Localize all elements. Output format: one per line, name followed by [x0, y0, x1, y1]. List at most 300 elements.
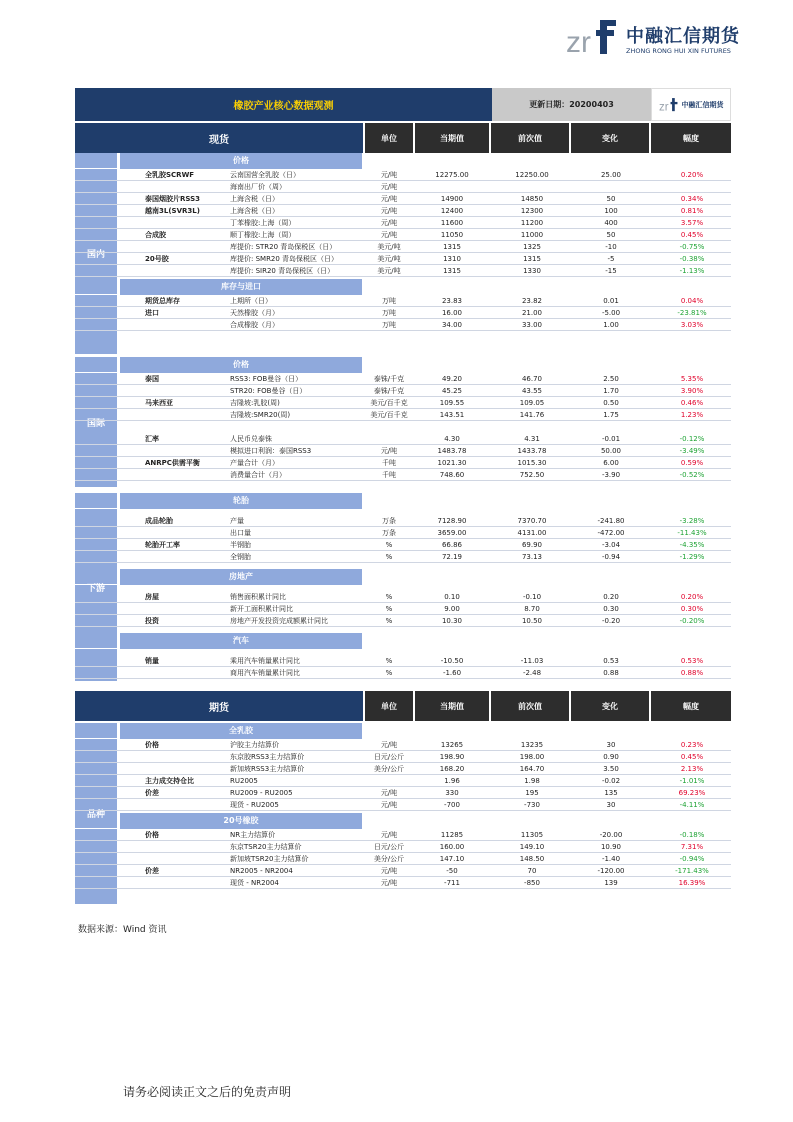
row-previous: 13235	[520, 741, 544, 749]
row-indicator: 吉隆坡:SMR20(周)	[230, 411, 291, 419]
fcol-change: 变化	[571, 691, 649, 721]
row-group: 泰国烟胶片RSS3	[145, 195, 201, 203]
row-group: 投资	[145, 617, 159, 625]
table-row	[75, 515, 731, 527]
futures-section	[75, 723, 731, 889]
table-row	[75, 775, 731, 787]
table-row	[75, 829, 731, 841]
row-indicator: 云南国营全乳胶（日）	[230, 171, 300, 179]
row-indicator: RU2005	[230, 777, 258, 785]
row-current: 330	[445, 789, 459, 797]
row-pct: 1.23%	[680, 411, 704, 419]
row-group: ANRPC供需平衡	[145, 459, 200, 467]
row-group: 销量	[145, 657, 159, 665]
table-row	[75, 205, 731, 217]
row-unit: %	[385, 669, 393, 677]
row-previous: 164.70	[519, 765, 545, 773]
row-pct: -0.12%	[679, 435, 705, 443]
row-group: 汇率	[145, 435, 159, 443]
table-row	[75, 469, 731, 481]
row-pct: -0.52%	[679, 471, 705, 479]
row-current: 748.60	[439, 471, 465, 479]
col-pct: 幅度	[651, 123, 731, 153]
row-unit: 元/吨	[380, 741, 398, 749]
row-unit: 美元/吨	[377, 243, 401, 251]
table-row	[75, 433, 731, 445]
section-whole-latex: 全乳胶	[75, 723, 731, 739]
table-row	[75, 229, 731, 241]
row-current: -700	[444, 801, 460, 809]
row-indicator: 半钢胎	[230, 541, 251, 549]
row-previous: 195	[525, 789, 539, 797]
row-pct: -11.43%	[677, 529, 707, 537]
row-pct: -0.38%	[679, 255, 705, 263]
col-previous: 前次值	[491, 123, 569, 153]
row-previous: 4131.00	[517, 529, 547, 537]
row-change: 25.00	[600, 171, 622, 179]
row-pct: -1.29%	[679, 553, 705, 561]
row-current: 14900	[440, 195, 464, 203]
table-row	[75, 799, 731, 811]
row-pct: 0.04%	[680, 297, 704, 305]
row-group: 泰国	[145, 375, 159, 383]
intl-section	[75, 357, 731, 481]
row-indicator: 东京TSR20主力结算价	[230, 843, 302, 851]
table-row	[75, 739, 731, 751]
section-intl-price: 价格	[75, 357, 731, 373]
table-row	[75, 841, 731, 853]
row-indicator: RU2009 - RU2005	[230, 789, 293, 797]
row-unit: %	[385, 657, 393, 665]
title-bar	[75, 88, 731, 121]
row-change: 0.90	[603, 753, 619, 761]
row-pct: 0.81%	[680, 207, 704, 215]
row-indicator: 东京胶RSS3主力结算价	[230, 753, 305, 761]
row-change: -0.20	[601, 617, 621, 625]
row-previous: 14850	[520, 195, 544, 203]
row-group: 合成胶	[145, 231, 166, 239]
row-previous: 141.76	[519, 411, 545, 419]
row-indicator: 出口量	[230, 529, 251, 537]
row-unit: 元/吨	[380, 867, 398, 875]
row-current: 11285	[440, 831, 464, 839]
row-current: 45.25	[441, 387, 463, 395]
row-current: 143.51	[439, 411, 465, 419]
row-previous: 109.05	[519, 399, 545, 407]
table-row	[75, 445, 731, 457]
table-row	[75, 751, 731, 763]
row-change: 3.50	[603, 765, 619, 773]
row-change: 10.90	[600, 843, 622, 851]
row-unit: 元/吨	[380, 789, 398, 797]
side-domestic: 国内	[75, 153, 117, 354]
row-indicator: 现货 - NR2004	[230, 879, 279, 887]
row-pct: -1.01%	[679, 777, 705, 785]
row-change: 100	[604, 207, 618, 215]
row-current: 9.00	[444, 605, 460, 613]
row-indicator: RSS3: FOB曼谷（日）	[230, 375, 303, 383]
row-change: -20.00	[599, 831, 623, 839]
row-change: -0.94	[601, 553, 621, 561]
row-pct: 0.20%	[680, 593, 704, 601]
row-group: 价差	[145, 789, 159, 797]
row-change: -0.01	[601, 435, 621, 443]
row-indicator: 新加坡RSS3主力结算价	[230, 765, 305, 773]
row-pct: 3.03%	[680, 321, 704, 329]
row-previous: 43.55	[521, 387, 543, 395]
row-unit: 元/吨	[380, 831, 398, 839]
table-row	[75, 527, 731, 539]
row-indicator: 天然橡胶（月）	[230, 309, 279, 317]
row-change: -10	[605, 243, 617, 251]
row-change: 400	[604, 219, 618, 227]
row-unit: 万吨	[382, 309, 396, 317]
row-pct: -4.11%	[679, 801, 705, 809]
page-title: 橡胶产业核心数据观测	[75, 88, 492, 121]
row-group: 成品轮胎	[145, 517, 173, 525]
row-indicator: NR主力结算价	[230, 831, 276, 839]
row-unit: 元/吨	[380, 447, 398, 455]
row-previous: 11000	[520, 231, 544, 239]
row-indicator: 产量合计（月）	[230, 459, 279, 467]
row-unit: 泰铢/千克	[373, 375, 405, 383]
table-row	[75, 667, 731, 679]
row-indicator: 房地产开发投资完成额累计同比	[230, 617, 328, 625]
row-indicator: 沪胶主力结算价	[230, 741, 279, 749]
row-pct: -3.28%	[679, 517, 705, 525]
side-international: 国际	[75, 357, 117, 487]
row-unit: %	[385, 617, 393, 625]
svg-text:zr: zr	[658, 100, 669, 113]
row-previous: 73.13	[521, 553, 543, 561]
row-change: 30	[606, 801, 616, 809]
row-change: 0.53	[603, 657, 619, 665]
row-current: 7128.90	[437, 517, 467, 525]
row-pct: 69.23%	[678, 789, 706, 797]
row-unit: 元/吨	[380, 171, 398, 179]
row-previous: 11305	[520, 831, 544, 839]
row-unit: 美元/吨	[377, 267, 401, 275]
row-change: -0.02	[601, 777, 621, 785]
row-current: 1.96	[444, 777, 460, 785]
table-row	[75, 169, 731, 181]
row-indicator: 模拟进口利润：泰国RSS3	[230, 447, 312, 455]
row-current: 10.30	[441, 617, 463, 625]
row-previous: 1433.78	[517, 447, 547, 455]
table-row	[75, 539, 731, 551]
row-change: 0.50	[603, 399, 619, 407]
row-previous: 21.00	[521, 309, 543, 317]
row-unit: 泰铢/千克	[373, 387, 405, 395]
row-current: -10.50	[440, 657, 464, 665]
row-current: 12275.00	[435, 171, 469, 179]
row-current: 11050	[440, 231, 464, 239]
row-unit: 千吨	[382, 459, 396, 467]
row-indicator: 人民币兑泰铢	[230, 435, 272, 443]
row-unit: 元/吨	[380, 801, 398, 809]
row-indicator: 顺丁橡胶:上海（周）	[230, 231, 296, 239]
row-unit: %	[385, 593, 393, 601]
fcol-unit: 单位	[365, 691, 413, 721]
row-group: 全乳胶SCRWF	[145, 171, 195, 179]
domestic-section	[75, 153, 731, 331]
section-tsr20: 20号橡胶	[75, 813, 731, 829]
row-indicator: STR20: FOB曼谷（日）	[230, 387, 307, 395]
row-indicator: 乘用汽车销量累计同比	[230, 657, 300, 665]
table-row	[75, 265, 731, 277]
row-unit: 美分/公斤	[373, 855, 405, 863]
row-change: 1.00	[603, 321, 619, 329]
col-current: 当期值	[415, 123, 489, 153]
table-row	[75, 307, 731, 319]
table-row	[75, 787, 731, 799]
table-row	[75, 295, 731, 307]
row-current: 1483.78	[437, 447, 467, 455]
row-previous: 10.50	[521, 617, 543, 625]
row-previous: 198.00	[519, 753, 545, 761]
disclaimer: 请务必阅读正文之后的免责声明	[123, 1085, 292, 1099]
row-previous: 4.31	[524, 435, 540, 443]
row-change: -5.00	[601, 309, 621, 317]
row-previous: 1325	[523, 243, 541, 251]
company-logo	[566, 18, 766, 60]
row-indicator: 丁苯橡胶:上海（周）	[230, 219, 296, 227]
row-indicator: 上海含税（日）	[230, 207, 279, 215]
row-indicator: 消费量合计（月）	[230, 471, 286, 479]
col-change: 变化	[571, 123, 649, 153]
row-previous: 11200	[520, 219, 544, 227]
row-unit: 美元/百千克	[370, 411, 408, 419]
row-change: -120.00	[597, 867, 625, 875]
row-indicator: 商用汽车销量累计同比	[230, 669, 300, 677]
row-pct: 0.23%	[680, 741, 704, 749]
table-row	[75, 603, 731, 615]
row-indicator: 现货 - RU2005	[230, 801, 279, 809]
row-unit: %	[385, 553, 393, 561]
row-pct: 0.46%	[680, 399, 704, 407]
row-pct: -3.49%	[679, 447, 705, 455]
row-unit: 美元/吨	[377, 255, 401, 263]
row-pct: 5.35%	[680, 375, 704, 383]
table-row	[75, 865, 731, 877]
row-pct: 0.59%	[680, 459, 704, 467]
table-row	[75, 373, 731, 385]
row-change: 0.30	[603, 605, 619, 613]
row-current: 1021.30	[437, 459, 467, 467]
row-change: -472.00	[597, 529, 625, 537]
row-pct: 0.30%	[680, 605, 704, 613]
row-previous: 149.10	[519, 843, 545, 851]
logo-text-cn: 中融汇信期货	[626, 26, 740, 47]
futures-header	[75, 691, 731, 721]
row-unit: 元/吨	[380, 183, 398, 191]
table-row	[75, 763, 731, 775]
row-previous: 46.70	[521, 375, 543, 383]
mini-logo	[651, 88, 731, 121]
row-current: 1315	[443, 267, 461, 275]
table-row	[75, 253, 731, 265]
table-row	[75, 385, 731, 397]
row-current: 4.30	[444, 435, 460, 443]
row-previous: 12300	[520, 207, 544, 215]
row-change: 50	[606, 231, 616, 239]
row-previous: 7370.70	[517, 517, 547, 525]
futures-label: 期货	[75, 691, 363, 721]
row-indicator: 吉隆坡:乳胶(周)	[230, 399, 280, 407]
row-previous: -2.48	[522, 669, 542, 677]
row-current: 66.86	[441, 541, 463, 549]
row-current: 1315	[443, 243, 461, 251]
row-pct: 0.20%	[680, 171, 704, 179]
section-tire: 轮胎	[75, 493, 731, 509]
table-row	[75, 409, 731, 421]
row-unit: 美元/百千克	[370, 399, 408, 407]
row-unit: 万条	[382, 517, 396, 525]
row-current: 13265	[440, 741, 464, 749]
downstream-section	[75, 493, 731, 679]
row-change: -241.80	[597, 517, 625, 525]
table-row	[75, 217, 731, 229]
row-group: 20号胶	[145, 255, 169, 263]
row-change: 135	[604, 789, 618, 797]
row-pct: -4.35%	[679, 541, 705, 549]
row-previous: 8.70	[524, 605, 540, 613]
row-current: 11600	[440, 219, 464, 227]
row-change: 6.00	[603, 459, 619, 467]
section-auto: 汽车	[75, 633, 731, 649]
row-current: 16.00	[441, 309, 463, 317]
side-downstream: 下游	[75, 493, 117, 681]
row-previous: 33.00	[521, 321, 543, 329]
row-change: 0.88	[603, 669, 619, 677]
row-current: 1310	[443, 255, 461, 263]
row-current: 3659.00	[437, 529, 467, 537]
row-previous: -730	[524, 801, 540, 809]
table-row	[75, 241, 731, 253]
table-row	[75, 193, 731, 205]
row-unit: 元/吨	[380, 219, 398, 227]
table-row	[75, 551, 731, 563]
zrf-logo-icon	[566, 18, 618, 58]
row-current: 160.00	[439, 843, 465, 851]
row-group: 进口	[145, 309, 159, 317]
row-previous: 23.82	[521, 297, 543, 305]
fcol-pct: 幅度	[651, 691, 731, 721]
row-unit: %	[385, 605, 393, 613]
table-row	[75, 877, 731, 889]
row-pct: -0.75%	[679, 243, 705, 251]
table-row	[75, 319, 731, 331]
row-previous: -0.10	[522, 593, 542, 601]
row-current: 72.19	[441, 553, 463, 561]
logo-text-en: ZHONG RONG HUI XIN FUTURES	[626, 47, 731, 55]
row-current: 34.00	[441, 321, 463, 329]
section-price: 价格	[75, 153, 731, 169]
row-indicator: 新开工面积累计同比	[230, 605, 293, 613]
row-change: 2.50	[603, 375, 619, 383]
row-indicator: 库提价: STR20 青岛保税区（日）	[230, 243, 337, 251]
spot-label: 现货	[75, 123, 363, 153]
row-group: 越南3L(SVR3L)	[145, 207, 200, 215]
row-change: 0.01	[603, 297, 619, 305]
row-group: 价差	[145, 867, 159, 875]
row-change: 139	[604, 879, 618, 887]
row-change: 1.70	[603, 387, 619, 395]
row-indicator: 上海含税（日）	[230, 195, 279, 203]
row-unit: 万条	[382, 529, 396, 537]
row-change: 30	[606, 741, 616, 749]
row-pct: 3.57%	[680, 219, 704, 227]
row-current: 49.20	[441, 375, 463, 383]
row-pct: 3.90%	[680, 387, 704, 395]
row-pct: 7.31%	[680, 843, 704, 851]
row-unit: 千吨	[382, 471, 396, 479]
row-pct: 0.45%	[680, 231, 704, 239]
row-unit: 日元/公斤	[373, 753, 405, 761]
row-pct: 0.53%	[680, 657, 704, 665]
row-pct: -23.81%	[677, 309, 707, 317]
row-previous: 69.90	[521, 541, 543, 549]
row-previous: 752.50	[519, 471, 545, 479]
update-date: 更新日期：20200403	[492, 88, 651, 121]
data-source: 数据来源：Wind 资讯	[78, 925, 167, 935]
row-group: 房屋	[145, 593, 159, 601]
row-current: -50	[446, 867, 458, 875]
row-previous: -850	[524, 879, 540, 887]
row-previous: -11.03	[520, 657, 544, 665]
row-unit: 元/吨	[380, 879, 398, 887]
row-change: -5	[607, 255, 615, 263]
fcol-previous: 前次值	[491, 691, 569, 721]
table-row	[75, 591, 731, 603]
row-unit: 元/吨	[380, 195, 398, 203]
row-current: 147.10	[439, 855, 465, 863]
table-row	[75, 655, 731, 667]
col-unit: 单位	[365, 123, 413, 153]
row-pct: -0.94%	[679, 855, 705, 863]
row-pct: 16.39%	[678, 879, 706, 887]
row-indicator: 库提价: SMR20 青岛保税区（日）	[230, 255, 339, 263]
mini-logo-text: 中融汇信期货	[681, 100, 724, 109]
row-indicator: 合成橡胶（月）	[230, 321, 279, 329]
row-change: -3.90	[601, 471, 621, 479]
svg-text:zr: zr	[566, 26, 591, 58]
row-unit: 日元/公斤	[373, 843, 405, 851]
row-indicator: 新加坡TSR20主力结算价	[230, 855, 309, 863]
row-pct: 0.45%	[680, 753, 704, 761]
row-previous: 1015.30	[517, 459, 547, 467]
row-unit: 元/吨	[380, 231, 398, 239]
section-inventory: 库存与进口	[75, 279, 731, 295]
row-change: 50.00	[600, 447, 622, 455]
row-previous: 1330	[523, 267, 541, 275]
row-group: 期货总库存	[145, 297, 180, 305]
row-current: 198.90	[439, 753, 465, 761]
row-pct: 0.88%	[680, 669, 704, 677]
row-pct: -1.13%	[679, 267, 705, 275]
row-indicator: NR2005 - NR2004	[230, 867, 293, 875]
table-row	[75, 397, 731, 409]
row-current: 168.20	[439, 765, 465, 773]
row-current: 23.83	[441, 297, 463, 305]
row-group: 价格	[145, 741, 159, 749]
row-previous: 1315	[523, 255, 541, 263]
row-current: -1.60	[442, 669, 462, 677]
table-row	[75, 181, 731, 193]
row-unit: 万吨	[382, 321, 396, 329]
row-indicator: 产量	[230, 517, 244, 525]
row-change: 0.20	[603, 593, 619, 601]
